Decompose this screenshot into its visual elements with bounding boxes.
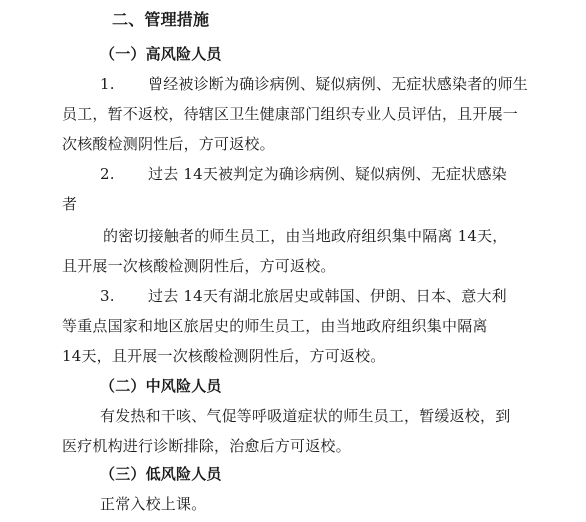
item-1-number: 1.	[100, 75, 115, 93]
item-2-number: 2.	[100, 165, 115, 183]
item-3-number: 3.	[100, 287, 115, 305]
medium-risk-line-1: 有发热和干咳、气促等呼吸道症状的师生员工，暂缓返校，到	[100, 407, 511, 425]
item-2-line-1	[100, 164, 507, 184]
item-3-text: 过去 14天有湖北旅居史或韩国、伊朗、日本、意大利	[148, 287, 507, 305]
item-2-line-2: 者	[62, 195, 78, 213]
item-2-text: 过去 14天被判定为确诊病例、疑似病例、无症状感染	[148, 165, 507, 183]
item-2-line-4: 且开展一次核酸检测阴性后，方可返校。	[62, 257, 336, 275]
low-risk-line-1: 正常入校上课。	[100, 495, 207, 513]
medium-risk-line-2: 医疗机构进行诊断排除，治愈后方可返校。	[62, 437, 351, 455]
section-title: 二、管理措施	[112, 10, 210, 29]
item-3-line-1	[100, 286, 507, 306]
low-risk-heading: （三）低风险人员	[100, 465, 222, 483]
item-1-text: 曾经被诊断为确诊病例、疑似病例、无症状感染者的师生	[148, 75, 529, 93]
medium-risk-heading: （二）中风险人员	[100, 377, 222, 395]
item-1-line-3: 次核酸检测阴性后，方可返校。	[62, 135, 275, 153]
item-2-line-3: 的密切接触者的师生员工，由当地政府组织集中隔离 14天，	[103, 227, 508, 245]
item-3-line-3: 14天，且开展一次核酸检测阴性后，方可返校。	[62, 347, 386, 365]
item-3-line-2: 等重点国家和地区旅居史的师生员工，由当地政府组织集中隔离	[62, 317, 488, 335]
high-risk-heading: （一）高风险人员	[100, 45, 222, 63]
item-1-line-2: 员工，暂不返校，待辖区卫生健康部门组织专业人员评估，且开展一	[62, 105, 519, 123]
item-1-line-1	[100, 74, 528, 94]
